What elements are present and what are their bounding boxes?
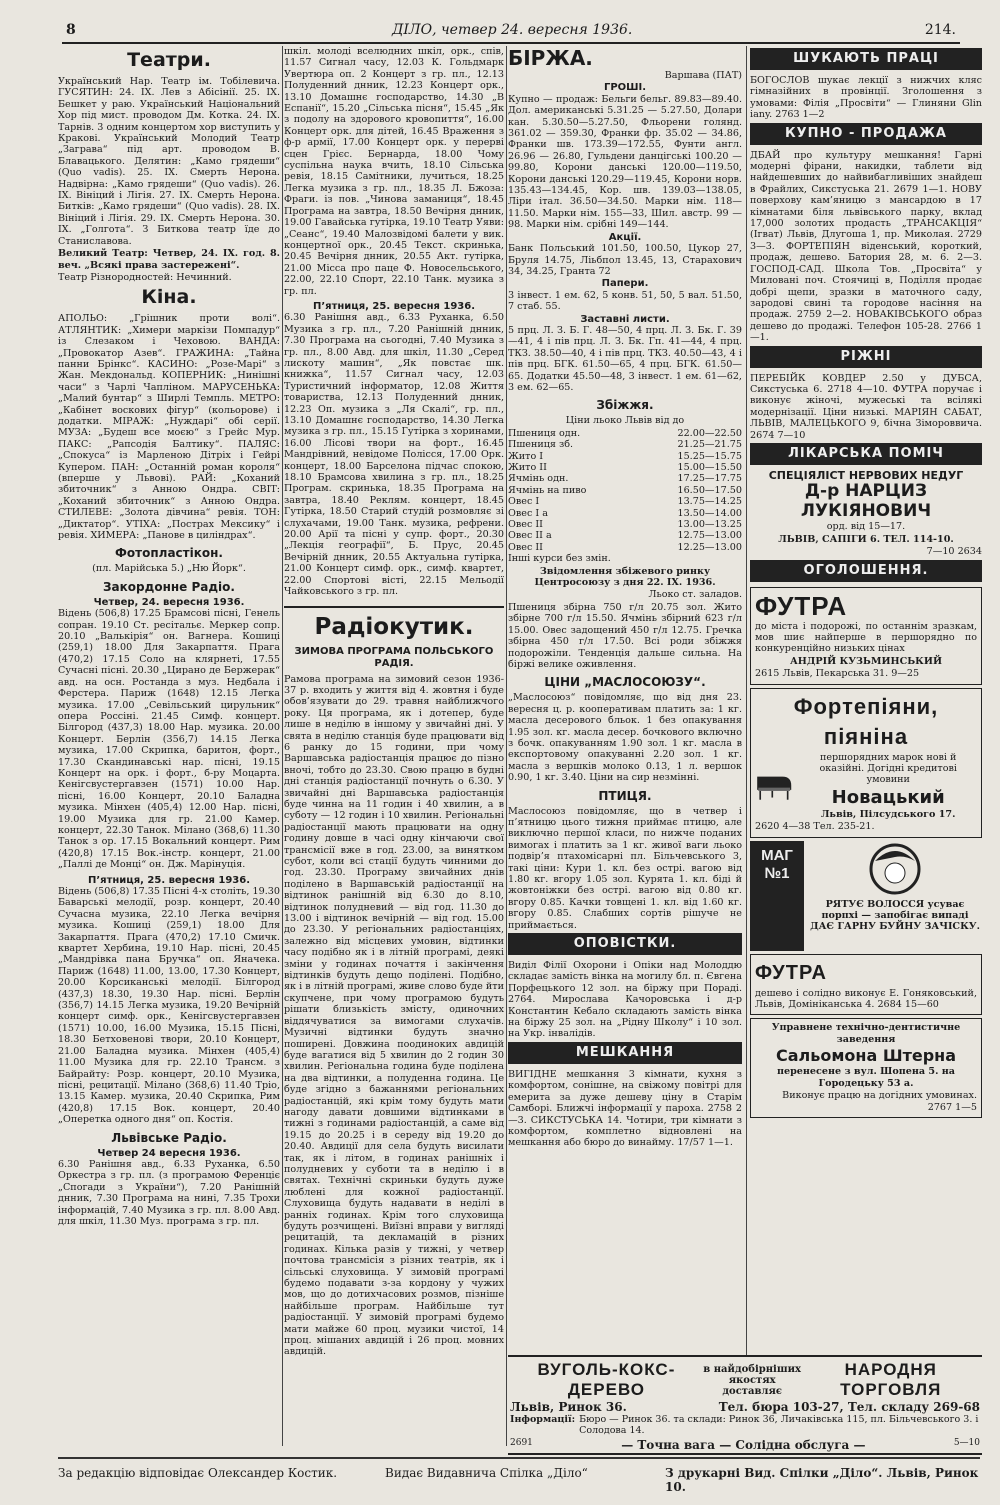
mag-ad-title: МАГ №1: [750, 841, 804, 951]
jobs-text: БОГОСЛОВ шукає лекції з нижчих кляс гімназійних в провінції. Зголошення з умовами: Філія „Просвіти“ — Глиняни Glin iany. 2763 1—2: [750, 75, 982, 121]
furs2-ad: [750, 954, 982, 1016]
cinemas-listing: АПОЛЬО: „Грішник проти волі“. АТЛЯНТИК: „Химери маркізи Помпадур“ із Слезаком і Чеховою. ВАНДА: „Провокатор Азев“. ГРАЖИНА: „Тайна панни Брінкс“. КАСИНО: „Розе-Марі“ з Жан. Мекдональд. КОПЕРНИК: „Нинішні часи“ з Чарлі Чапліном. МАРУСЕНЬКА: „Малий бунтар“ з Ширлі Темпль. МЕТРО: „Кабінет воскових фігур“ (кольорове) і додатки. МІРАЖ: „Нуждарі“ обі серії. МУЗА: „Будеш все моєю“ з Грейс Мур. ПАКС: „Рапсодія Балтику“. ПАЛЯС: „Спокуса“ із Марленою Дітріх і Гейрі Купером. ПАН: „Останній роман короля“ (вперше у Львові). РАЙ: „Коханий збиточник“ з Анною Ондра. СВІТ: „Коханий збиточник“ з Анною Ондра. СТИЛЕВЕ: „Золота дівчина“ ревія. ТОН: „Диктатор“. УТІХА: „Пострах Мексику“ і ревія. ХИМЕРА: „Панове в циліндрах“.: [58, 313, 280, 542]
piano-ad: [750, 688, 982, 838]
grain-name: Ячмінь одн.: [508, 473, 569, 485]
grain-note: Інші курси без змін.: [508, 553, 611, 565]
prices-heading: ЦІНИ „МАСЛОСОЮЗУ“.: [544, 675, 706, 690]
thursday-heading: Четвер, 24. вересня 1936.: [93, 596, 245, 608]
column-theatre-radio: [58, 46, 280, 1444]
dental-ad-text: Управнене технічно-дентистичне заведення: [771, 1022, 961, 1045]
shares-rates: Банк Польський 101.50, 100.50, Цукор 27, Бруля 14.75, Ліьбпол 13.45, 13, Старахович 34, 34.25, Гранта 72: [508, 243, 742, 277]
grain-market-text: Пшениця збірна 750 г/л 20.75 зол. Жито збірне 700 г/л 15.50. Ячмінь збірний 623 г/л 15.00. Овес задощений 450 г/л 12.75. Гречка збірна 450 г/л 17.50. Всі роди збіжжя подорожіли. Тенденція дальше сильна. На біржі велике оживлення.: [508, 601, 742, 670]
doctor-name: Д-р НАРЦИЗ ЛУКІЯНОВИЧ: [800, 481, 932, 522]
grain-price: 15.00—15.50: [677, 462, 742, 473]
dental-ad-note: Виконує працю на догідних умовинах. 2767 1—5: [782, 1090, 977, 1113]
pledge-heading: Заставні листи.: [580, 313, 670, 325]
grain-row: [508, 485, 742, 496]
grain-price: 13.75—14.25: [677, 496, 742, 508]
lviv-thursday-heading: Четвер 24 вересня 1936.: [97, 1147, 241, 1159]
furs-ad-address: 2615 Львів, Пекарська 31. 9—25: [755, 668, 920, 680]
grain-caption: Ціни льоко Львів від до: [565, 415, 685, 427]
column-classifieds: [750, 46, 982, 1444]
piano-ad-address: Львів, Пілсудського 17.: [820, 808, 956, 820]
winter-program-heading: ЗИМОВА ПРОГРАМА ПОЛЬСЬКОГО РАДІЯ.: [294, 645, 494, 669]
poultry-text: Маслосоюз повідомляє, що в четвер і п’ятницю цього тижня приймає птицю, але виключно першої класи, по нижче поданих вимогах і платить за 1 кг. живої ваги льоко подвір’я птахомісарні пл. Більчевського 3, такі ціни: Кури 1. кл. без острі. вагою від 1.80 кг. вгору 1.05 зол. Курята 1. кл. біді й жовтоніжки без острі. вагою від 0.80 кг. вгору 0.85. Качки товщені 1. кл. від 1.60 кг. вгору 0.85. Слабших сортів рішуче не приймається.: [508, 805, 742, 931]
doctor-hours: орд. від 15—17.: [826, 521, 906, 533]
column-divider: [746, 46, 747, 1446]
coal-ad: [508, 1355, 982, 1455]
photoplastikon-text: (пл. Марійська 5.) „Ню Йорк“.: [92, 563, 246, 575]
coal-ad-title: ВУГОЛЬ-КОКС-ДЕРЕВО: [537, 1360, 676, 1399]
theatres-listing: Український Нар. Театр ім. Тобілевича. ГУСЯТИН: 24. IX. Лев з Абісінії. 25. IX. Бешкет у раю. Український Національний Хор під мист. проводом Дм. Котка. 24. IX. Тарнів. 3 одним концертом хор виступить у Кракові. Український Молодий Театр „Заграва“ під арт. проводом В. Блавацького. Делятин: „Камо грядеши“ (Quo vadis). 25. IX. Смерть Нерона. Надвірна: „Камо грядеши“ (Quo vadis). 26. IX. Вініций і Лігія. 27. IX. Смерть Нерона. Битків: „Камо грядеши“ (Quo vadis). 28. IX. Вініций і Лігія. 29. IX. Смерть Нерона. 30. IX. „Голгота“. З Биткова театр їде до Станиславова.: [58, 76, 280, 247]
grain-price: 16.50—17.50: [677, 484, 742, 496]
lviv-radio-friday: 6.30 Ранішня авд., 6.33 Руханка, 6.50 Музика з гр. пл., 7.20 Ранішній днник, 7.30 Програма на сьогодні, 7.40 Музика з гр. пл., 8.00 Авд. для шкіл, 11.30 „Серед лискоту машин“, „Як повстає шк. книжка“, 11.57 Сигнал часу, 12.03 Туристичний інформатор, 12.08 Життя товариства, 12.13 Полуденний днник, 12.23 Оп. музика з „Ля Скалі“, гр. пл., 13.10 Домашнє господарство, 14.30 Легка музика з гр. пл., 15.15 Гутірка з хоринами, 16.00 Лісові твори на форт., 16.45 Мандрівний, невідоме Полісся, 17.00 Орк. концерт, 18.00 Барселона підчас спокою, 18.10 Брамсова хвилина з гр. пл., 18.25 Програм. скринька, 18.35 Програма на завтра, 18.40 Реклям. концерт, 18.45 Гутірка, 18.50 Старий студій розмовляє зі слухачами, 19.00 Танк. музика, рефрени. 20.00 Арії та пісні у супр. форт., 20.30 „Лекція географії“, Б. Прус, 20.45 Вечірній днник, 20.55 Актуальна гутірка, 21.00 Концерт симф. орк., симф. квартет, 22.00 Спортові вісті, 22.15 Мельодії Чайковського з гр. пл.: [284, 312, 504, 598]
money-heading: ГРОШІ.: [603, 82, 647, 94]
housing-text: ВИГІДНЕ мешкання 3 кімнати, кухня з комфортом, сонішне, на свіжому повітрі для емерита за дуже дешеву ціну в Старім Самборі. Ближчі інформації у пароха. 2758 2—3. СИКСТУСЬКА 14. Чотири, три кімнати з комфортом, комплетно відновлені на мешкання або бюро до винайму. 17/57 1—1.: [508, 1068, 742, 1149]
piano-icon: [755, 759, 793, 813]
grain-row: [508, 508, 742, 519]
furs2-ad-text: дешево і солідно виконує Е. Гоняковський, Львів, Домініканська 4. 2684 15—60: [755, 987, 977, 1011]
misc-text: ПЕРЕБІЙК КОВДЕР 2.50 у ДУБСА, Сикстуська 6. 2718 4—10. ФУТРА поручає і виконує жіночі, мужеські та всілякі модернізації. Ціни низькі. МАРІЯН САБАТ, ЛЬВІВ, МАЛЕЦЬКОГО 9, бічна Зімороввича. 2674 7—10: [750, 372, 982, 441]
shares-heading: Акції.: [608, 231, 642, 243]
furs-ad-title: ФУТРА: [755, 590, 848, 621]
grain-name: Овес II: [508, 519, 543, 531]
furs-ad: [750, 587, 982, 685]
column-divider: [506, 46, 507, 1446]
grain-name: Жито II: [508, 462, 547, 473]
grain-name: Овес I: [508, 496, 540, 508]
grain-heading: Збіжжя.: [596, 398, 654, 413]
housing-heading: МЕШКАННЯ: [508, 1042, 742, 1064]
photoplastikon-heading: Фотопластікон.: [115, 546, 223, 561]
coal-ad-code-right: 5—10: [953, 1438, 980, 1448]
foreign-radio-thursday: Відень (506,8) 17.25 Брамсові пісні, Генель сопран. 19.10 Ст. ресітальє. Меркер сопр. 20.10 „Валькірія“ он. Вагнера. Кошиці (259,1) 18.00 Для Закарпаття. Прага (470,2) 17.15 Соло на клярнеті, 17.55 Сучасні пісні. 20.30 „Цирано де Бержерак“ авд. на осн. Ростанда з муз. Недбала і Ферстера. Париж (1648) 12.15 Легка музика. 17.00 „Севільський цирульник“ опера Россіні. 21.45 Симф. концерт. Білгород (437,3) 18.00 Нар. музика. 20.00 Концерт. Берлін (356,7) 14.15 Легка музика, 17.00 Скрипка, баритон, форт., 17.30 Скандинавські нар. пісні, 19.15 Концерт на орк. і форт., б-ру Моцарта. Кенігсвустергавзен (1571) 10.00 Нар. пісні, 16.00 Концерт, 20.10 Баладна музика. Мінхен (405,4) 12.00 Нар. пісні, 19.00 Музика для гр. 21.00 Камер. концерт, 22.30 Танок. Мілано (368,6) 11.30 Танок з ор. 17.15 Вокальний концерт. Рим (420,8) 17.15 Вок.-інстр. концерт, 21.00 „Паллі де Монці“ он. Дж. Марінуція.: [58, 608, 280, 871]
friday-heading: П’ятниця, 25. вересня 1936.: [87, 874, 251, 886]
dental-ad-move: перенесене з вул. Шопена 5. на Городецьку 53 а.: [776, 1066, 956, 1089]
grain-row: [508, 462, 742, 473]
doctor-code: 7—10 2634: [926, 546, 982, 558]
page-number: 8: [66, 22, 76, 38]
trade-text: ДБАЙ про культуру мешкання! Гарні модерні фірани, накидки, таблети від найдешевших до найвибагливіших знайдеш в Фрайлих, Сикстуська 21. 2679 1—1. НОВУ поверхову кам’яницю з мансардою в 17 кімнатами біля львівського парку, вклад 17,000 золотих продасть „ТРАНСАКЦІЯ“ (Ігват) Львів, Длугоша 1, пр. Миколая. 2729 3—3. ФОРТЕПІЯН віденський, короткий, продаж, дешево. Батория 28, м. 6. 2—3. ГОСПОД-САД. Школа Тов. „Просвіта“ у Миловані поч. Стоячиці в, Поділля продає добрі щепи, зразки в маточного саду, зародові свині та городове насіння на продаж. 2759 2—2. НОВАКІВСЬКОГО образ дешево до продажі. Телефон 105-28. 2766 1—1.: [750, 149, 982, 344]
foreign-radio-heading: Закордонне Радіо.: [103, 579, 235, 594]
radio-corner-heading: Радіокутик.: [314, 613, 474, 640]
variety-theatre: Театр Різнородностей: Нечинний.: [58, 271, 232, 283]
grain-row: [508, 439, 742, 450]
pledge-rates: 5 прц. Л. З. Б. Г. 48—50, 4 прц. Л. З. Бк. Г. 39—41, 4 і пів прц. Л. З. Бк. Гп. 41—44, 4 прц. ТКЗ. 38.50—40, 4 і пів прц. ТКЗ. 40.50—43, 4 і пів прц. БГК. 61.50—65, 4 прц. БГК. 61.50—65. Додатки 45.50—48, 3 інвест. 1 ем. 61—62, 3 ем. 62—65.: [508, 324, 742, 393]
foreign-radio-friday: Відень (506,8) 17.35 Пісні 4-х століть, 19.30 Баварські мелодії, розр. концерт, 20.40 Сучасна музика, 22.10 Легка вечірня музика. Кошиці (259,1) 18.00 Для Закарпаття. Прага (470,2) 17.10 Смичк. квартет Хербина, 19.10 Нар. пісні, 20.45 „Мандрівка пана Бручка“ оп. Яначека. Париж (1648) 11.00, 13.00, 17.30 Концерт, 20.00 Корсиканські мелодії. Білгород (437,3) 18.30, 19.30 Нар. пісні. Берлін (356,7) 14.15 Легка музика, 19.20 Вечірній концерт симф. орк., Кенігсвустергавзен (1571) 10.00, 16.00 Музика, 15.15 Пісні, 18.30 Бетховенові твори, 20.10 Концерт, 21.00 Баладна музика. Мінхен (405,4) 11.00 Музика для гр. 22.10 Трансм. з Байрайту: Розр. концерт, 20.10 Музика, пісні, рецитації. Мілано (368,6) 11.40 Тріо, 13.15 Камер. музика, 20.40 Скрипка, Рим (420,8) 17.15 Вок. концерт, 20.40 „Оперетка одного дня“ оп. Костія.: [58, 886, 280, 1126]
page-header: [62, 18, 960, 44]
jobs-heading: ШУКАЮТЬ ПРАЦІ: [750, 48, 982, 70]
papers-heading: Папери.: [601, 278, 649, 290]
grain-market-caption: Льоко ст. заладов.: [648, 589, 742, 601]
grain-row: [508, 530, 742, 541]
great-theatre: Великий Театр: Четвер, 24. IX. год. 8. веч. „Всякі права застережені“.: [58, 248, 280, 271]
grain-price: 15.25—15.75: [677, 450, 742, 462]
coal-ad-middle: в найдобірніших якостях доставляє: [703, 1363, 801, 1397]
dental-ad: [750, 1018, 982, 1117]
piano-ad-name: Новацький: [831, 786, 945, 808]
grain-name: Пшениця одн.: [508, 427, 581, 439]
grain-name: Овес II а: [508, 530, 552, 542]
theatres-heading: Театри.: [127, 49, 211, 71]
trade-heading: КУПНО - ПРОДАЖА: [750, 123, 982, 145]
grain-name: Ячмінь на пиво: [508, 484, 587, 496]
papers-rates: 3 інвест. 1 ем. 62, 5 конв. 51, 50, 5 вал. 51.50, 7 стаб. 55.: [508, 289, 742, 313]
coal-ad-phones: Тел. бюра 103-27, Тел. складу 269-68: [718, 1400, 980, 1414]
mag-ad: [750, 841, 982, 951]
footer-printer: З друкарні Вид. Спілки „Діло“. Львів, Ринок 10.: [665, 1466, 979, 1494]
lviv-friday-heading: П’ятниця, 25. вересня 1936.: [312, 300, 476, 312]
bourse-heading: БІРЖА.: [508, 46, 593, 70]
coal-ad-city: Львів, Ринок 36.: [510, 1400, 627, 1414]
dental-ad-name: Сальомона Штерна: [775, 1046, 957, 1066]
notices-text: Виділ Філії Охорони і Опіки над Молоддю складає замість вінка на могилу бл. п. Євгена Порфецького 12 зол. на біржу при Пораді. 2764. Мирослава Качоровська і д-р Константин Кебало складають замість вінка на біржу 25 зол. на „Рідну Школу“ і 10 зол. на Укр. інвалідів.: [508, 960, 742, 1040]
coal-ad-info-label: Інформації:: [510, 1414, 576, 1425]
furs2-ad-title: ФУТРА: [755, 961, 827, 984]
lviv-radio-continued: шкіл. молоді вселюдних шкіл, орк., спів, 11.57 Сигнал часу, 12.03 К. Гольдмарк Увертюра оп. 2 Концерт з гр. пл., 12.13 Полуденний днник, 12.23 Концерт орк., 13.10 Домашнє господарство, 14.30 „В Еспанії“, 15.20 „Сільська пісня“, 15.45 „Як з подолу на здорового кровопиття“, 16.00 Концерт орк. для дітей, 16.45 Враження з ф-р армії, 17.00 Концерт орк. у перерві сцен Грієс. Бернарда, 18.00 Чому суспільна наука вчить, 18.10 Сільська ревія, 18.15 Самітники, лучиться, 18.25 Легка музика з гр. пл., 18.35 Л. Бжоза: Фраги. із пов. „Чинова заманиця“, 18.45 Програма на завтра, 18.50 Вечірня днник, 19.00 Гавайська гутірка, 19.10 Театр Уяви: „Сеанс“, 19.40 Малозвідомі балети у вик. концертної орк., 20.45 Текст. скринька, 20.45 Вечірня днник, 20.55 Акт. гутірка, 21.00 Місса про паце Ф. Новосельського, 22.00, 22.10 Спорт, 22.10 Танк. музика з гр. пл.: [284, 46, 504, 297]
lviv-radio-heading: Львівське Радіо.: [111, 1130, 227, 1145]
coal-ad-code-left: 2691: [510, 1438, 533, 1448]
column-divider: [282, 46, 283, 1446]
grain-row: [508, 496, 742, 507]
grain-price: 17.25—17.75: [677, 473, 742, 485]
coal-ad-slogan: — Точна вага — Солідна обслуга —: [621, 1438, 866, 1452]
furs-ad-name: АНДРІЙ КУЗЬМИНСЬКИЙ: [789, 655, 943, 667]
furs-ad-text: до міста і подорожі, по останнім зразкам, мов шиє найперше в першорядно по конкуренційно низьких цінах: [755, 620, 977, 655]
prices-text: „Маслосоюз“ повідомляє, що від дня 23. вересня ц. р. кооперативам платить за: 1 кг. масла десерового бльок. 1 без опакування 1.95 зол. кг. масла десер. бочкового включно з бочк. опакуванням 1.90 зол. 1 кг. масла в експортовому опакуванні 2.20 зол. 1 кг. масла з вершків молоко 0.13, 1 л. вершок 0.90, 1 кг. 3.40. Ціни на сир незмінні.: [508, 692, 742, 784]
grain-name: Жито I: [508, 450, 544, 462]
grain-price: 21.25—21.75: [677, 439, 742, 451]
woman-hair-icon: [855, 841, 935, 899]
column-radio: [284, 46, 504, 1444]
warsaw-pat: Варшава (ПАТ): [664, 70, 742, 81]
piano-ad-sub: першорядних марок нові й оказійні. Догідні кредитові умовини: [819, 751, 957, 786]
money-rates: Купно — продаж: Бельги бельг. 89.83—89.40. Дол. американські 5.31.25 — 5.27.50, Долари кан. 5.30.50—5.27.50, Фльорени голянд. 361.02 — 359.30, Франки фр. 35.02 — 34.86, Франки шв. 173.39—172.55, Фунти англ. 26.96 — 26.80, Гульдени данцігські 100.20 — 99.80, Корони данські 120.00—119.50, Корони данські 120.29—119.45, Корони норв. 135.43—134.45, Кор. шв. 139.03—138.05, Ліри італ. 36.50—34.50. Марки нім. 118—11.50. Марки нім. 155—33, Шил. австр. 99 — 98. Марки нім. срібні 149—144.: [508, 93, 742, 231]
grain-row: [508, 519, 742, 530]
grain-price-table: [508, 428, 742, 553]
medical-subtitle: СПЕЦІЯЛІСТ НЕРВОВИХ НЕДУГ: [768, 468, 964, 482]
poultry-heading: ПТИЦЯ.: [598, 788, 652, 803]
masthead: ДІЛО, четвер 24. вересня 1936.: [392, 22, 633, 38]
grain-price: 13.50—14.00: [677, 507, 742, 519]
grain-row: [508, 473, 742, 484]
grain-row: [508, 542, 742, 553]
misc-heading: РІЖНІ: [750, 346, 982, 368]
footer-rule: [58, 1457, 980, 1459]
issue-number: 214.: [924, 22, 956, 38]
grain-price: 22.00—22.50: [677, 427, 742, 439]
coal-ad-info: Бюро — Ринок 36. та склади: Ринок 36, Личаківська 115, пл. Більчевського 3. і Солодова 14.: [579, 1414, 979, 1436]
radio-article: Рамова програма на зимовий сезон 1936-37 р. входить у життя від 4. жовтня і буде обов’язувати до 29. травня найближчого року. Ця програма, як і дотепер, буде лише в неділю в іншому у звичайні дні. У свята в неділю станція буде працювати від 6 ранку до 15 години, при чому Варшавська радіостанція працює до пізно вночі, тобто до 23.30. Свою працю в будні дні станція радіостанції почнуть о 6.30. У звичайні дні Варшавська радіостанція буде чинна на 11 годин і 40 хвилин, а в суботу — 12 годин і 10 хвилин. Регіональні радіостанції мають працювати на одну годину довше в часі одну кінчаючи свої трансмісії вже в год. 23.00, за винятком субот, коли всі стації будуть чинними до год. 23.30. Програму звичайних днів поділено в Варшавській радіостанції на відтинок ранішній від 6.30 до 8.10, відтинок полудневий — від год. 11.30 до 13.00 і відтинок вечірній — від год. 15.00 до 23.30. У регіональних радіостанціях, залежно від місцевих умовин, відтинки часу подібно як і в літній програмі, деякі зміни у годинах почаття і закінчення відтинків будуть дещо поділені. Подібно, як і в літній програмі, живе слово буде йти скупчене, при чому програмою будуть рішати близькість змісту, одиночних віддячуватися за вимогами слухачів. Музичні відтинки будуть значно поширені. Довжина поодиноких авдицій буде вагатися від 5 хвилин до 2 годин 30 хвилин. Регіональна година буде поділена на два відтинки, а полуденна година. Це буде згідно з бажаннями регіональних радіостанцій, які крім тому будуть мати нагоду давати довшими відтинками в тижні з годинами радіостанцій, а саме від 19.15 до 20.25 і в середу від 19.20 до 20.40. Авдиції для села будуть висилати так, як і літом, в годинах ранішніх і полудневих у суботи та в неділю і в святах. Технічні скриньки будуть дуже люблені для кожної радіостанції. Слуховища будуть надавати в неділі в ранніх годинах. Крім того слуховища будуть розчищені. Виїзні вправи у вигляді рецитацій, та декламацій в різних годинах. Кілька разів у тижні, у четвер почтова трансмісія з різних театрів, як і сільські слуховища. У зимовій програмі будемо подавати з-за кордону у чужих мов, що до дотихчасових розмов, пізніше найбільше програм. Найбільше тут радіостанції. У зимовій програмі будемо мати майже 60 проц. музики чистої, 14 проц. мішаних авдицій і 26 проц. мовних авдицій.: [284, 673, 504, 1358]
grain-price: 13.00—13.25: [677, 519, 742, 531]
grain-price: 12.25—13.00: [677, 541, 742, 553]
column-bourse: [508, 46, 742, 1444]
grain-name: Овес I а: [508, 507, 548, 519]
piano-ad-title: Фортепіяни, піяніна: [793, 693, 939, 749]
grain-name: Овес II: [508, 541, 543, 553]
medical-heading: ЛІКАРСЬКА ПОМІЧ: [750, 443, 982, 465]
lviv-radio-thursday: 6.30 Ранішня авд., 6.33 Руханка, 6.50 Оркестра з гр. пл. (з програмою Ференціє „Спогади з України“), 7.20 Ранішній днник, 7.30 Програма на нині, 7.35 Трохи інформацій, 7.40 Музика з гр. пл. 8.00 Авд. для шкіл, 11.30 Муз. програма з гр. пл.: [58, 1158, 280, 1227]
coal-ad-company: НАРОДНЯ ТОРГОВЛЯ: [840, 1360, 942, 1399]
footer-publisher: Видає Видавнича Спілка „Діло“: [385, 1466, 588, 1480]
grain-name: Пшениця зб.: [508, 439, 574, 451]
footer-editor: За редакцію відповідає Олександер Костик.: [58, 1466, 338, 1480]
cinemas-heading: Кіна.: [141, 286, 197, 309]
grain-market-heading: Звідомлення збіжевого ринку Центросоюзу з дня 22. IX. 1936.: [534, 565, 716, 589]
notices-heading: ОПОВІСТКИ.: [508, 933, 742, 955]
grain-row: [508, 451, 742, 462]
grain-price: 12.75—13.00: [677, 530, 742, 542]
grain-row: [508, 428, 742, 439]
doctor-address: ЛЬВІВ, САПІГИ 6. ТЕЛ. 114-10.: [778, 533, 954, 545]
ads-heading: ОГОЛОШЕННЯ.: [750, 560, 982, 582]
piano-ad-tel: 2620 4—38 Тел. 235-21.: [755, 821, 875, 833]
mag-ad-text: РЯТУЄ ВОЛОССЯ усуває порпхі — запобігає випаді ДАЄ ГАРНУ БУЙНУ ЗАЧІСКУ.: [810, 898, 980, 933]
